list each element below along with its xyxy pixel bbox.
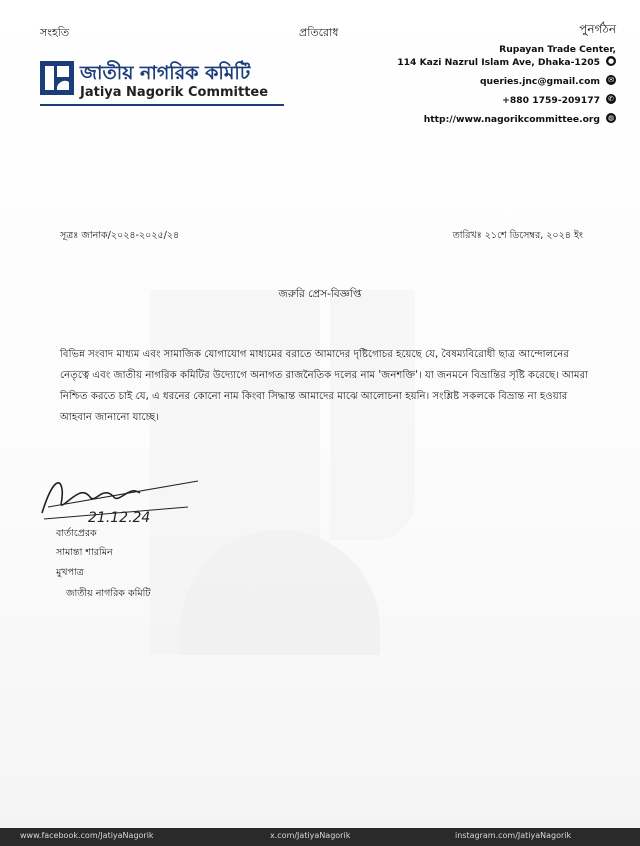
contact-email[interactable]: queries.jnc@gmail.com: [479, 76, 600, 87]
notice-body: বিভিন্ন সংবাদ মাধ্যম এবং সামাজিক যোগাযোগ মাধ্যমের বরাতে আমাদের দৃষ্টিগোচর হয়েছে যে, বৈষম্যবিরোধী ছাত্র আন্দোলনের নেতৃত্বে এবং জাতীয় নাগরিক কমিটির উদ্যোগে অনাগত রাজনৈতিক দলের নাম 'জনশক্তি'। যা জনমনে বিভ্রান্তির সৃষ্টি করেছে। আমরা নিশ্চিত করতে চাই যে, এ ধরনের কোনো নাম কিংবা সিদ্ধান্ত আমাদের মাঝে আলোচনা হয়নি। সংশ্লিষ্ট সকলকে বিভ্রান্ত না হওয়ার আহবান জানানো যাচ্ছে।: [60, 349, 589, 423]
email-icon: ✉: [606, 75, 616, 85]
org-name-bengali: জাতীয় নাগরিক কমিটি: [80, 62, 251, 84]
notice-heading: জরুরি প্রেস-বিজ্ঞপ্তি: [278, 288, 362, 300]
signatory-title: মুখপাত্র: [56, 567, 84, 578]
location-icon: ●: [607, 57, 615, 65]
contact-website[interactable]: http://www.nagorikcommittee.org: [423, 114, 600, 125]
logo-underline: [40, 104, 284, 106]
signatory-organization: জাতীয় নাগরিক কমিটি: [66, 588, 151, 599]
contact-phone[interactable]: +880 1759-209177: [502, 95, 600, 106]
handwritten-date: 21.12.24: [88, 510, 151, 526]
tagline-center: প্রতিরোধ: [299, 26, 339, 39]
signatory-name: সামান্তা শারমিন: [56, 547, 113, 558]
jnc-logo-icon: [40, 61, 74, 95]
footer-bar: [0, 828, 640, 846]
org-name-english: Jatiya Nagorik Committee: [80, 85, 269, 100]
letter-date: তারিখঃ ২১শে ডিসেম্বর, ২০২৪ ইং: [452, 230, 583, 241]
globe-icon: ◍: [607, 114, 615, 122]
phone-icon: ✆: [606, 94, 616, 104]
footer-facebook[interactable]: www.facebook.com/JatiyaNagorik: [20, 831, 154, 840]
reference-number: সূত্রঃ জানাক/২০২৪-২০২৫/২৪: [60, 230, 180, 241]
address-line-2: 114 Kazi Nazrul Islam Ave, Dhaka-1205: [397, 57, 600, 68]
address-line-1: Rupayan Trade Center,: [499, 44, 616, 55]
tagline-left: সংহতি: [40, 26, 70, 39]
handwritten-signature: [38, 467, 203, 527]
organization-logo: [40, 57, 286, 109]
footer-instagram[interactable]: instagram.com/JatiyaNagorik: [455, 831, 572, 840]
footer-x[interactable]: x.com/JatiyaNagorik: [270, 831, 351, 840]
sender-label: বার্তাপ্রেরক: [56, 528, 97, 539]
tagline-right: পুনর্গঠন: [579, 22, 616, 36]
contact-block: [397, 43, 616, 132]
